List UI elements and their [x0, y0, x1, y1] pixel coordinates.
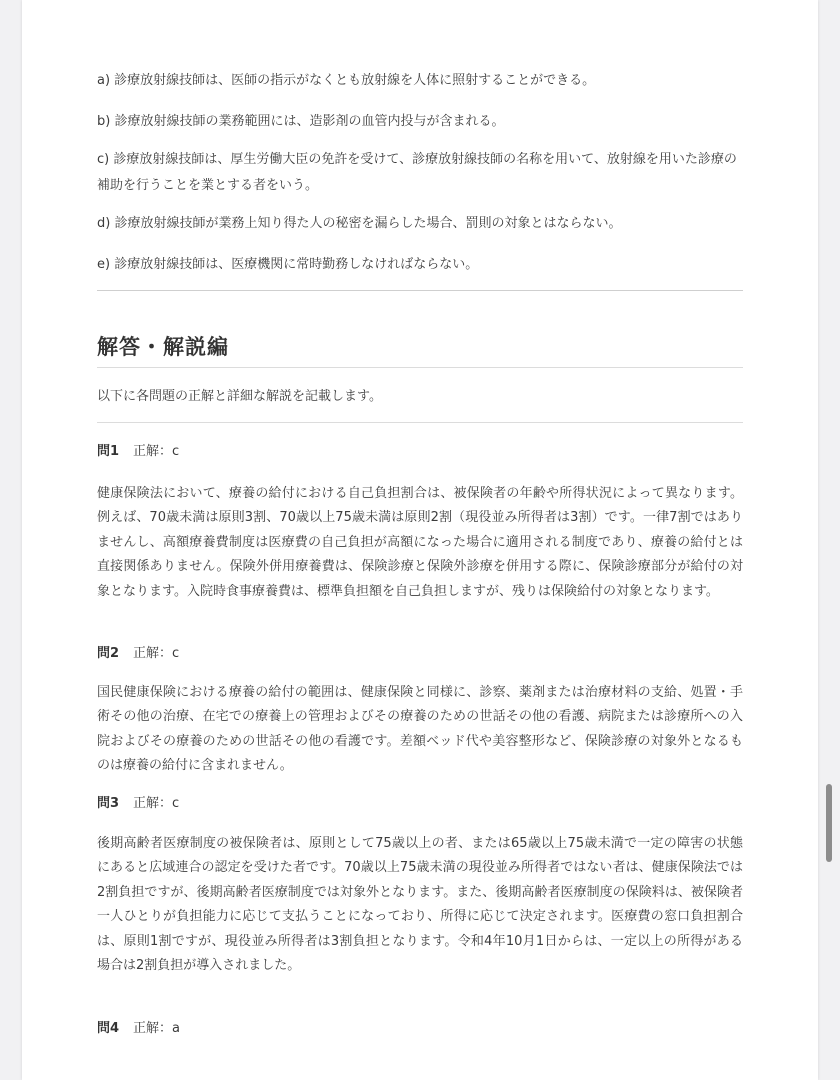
answer-heading-q4 [97, 1018, 180, 1040]
section-intro: 以下に各問題の正解と詳細な解説を記載します。 [97, 389, 382, 404]
question-number: 問3 [97, 796, 120, 811]
choice-e: e) 診療放射線技師は、医療機関に常時勤務しなければならない。 [97, 257, 479, 272]
section-divider [97, 290, 743, 291]
answer-heading-q1 [97, 441, 179, 463]
explanation-q1: 健康保険法において、療養の給付における自己負担割合は、被保険者の年齢や所得状況によって異なります。例えば、70歳未満は原則3割、70歳以上75歳未満は原則2割（現役並み所得者は3割）です。一律7割ではありませんし、高額療養費制度は医療費の自己負担が高額になった場合に適用される制度であり、療養の給付とは直接関係ありません。保険外併用療養費は、保険診療と保険外診療を併用する際に、保険診療部分が給付の対象となります。入院時食事療養費は、標準負担額を自己負担しますが、残りは保険給付の対象となります。 [97, 486, 743, 599]
intro-divider [97, 422, 743, 423]
question-number: 問1 [97, 444, 120, 459]
choice-b: b) 診療放射線技師の業務範囲には、造影剤の血管内投与が含まれる。 [97, 114, 505, 129]
question-number: 問4 [97, 1021, 120, 1036]
correct-answer: 正解：c [133, 796, 180, 811]
document-page [22, 0, 818, 1080]
correct-answer: 正解：a [133, 1021, 181, 1036]
choice-a: a) 診療放射線技師は、医師の指示がなくとも放射線を人体に照射することができる。 [97, 73, 596, 88]
question-number: 問2 [97, 646, 120, 661]
choice-d: d) 診療放射線技師が業務上知り得た人の秘密を漏らした場合、罰則の対象とはならない。 [97, 216, 622, 231]
title-underline [97, 367, 743, 368]
answer-heading-q3 [97, 793, 179, 815]
explanation-q2: 国民健康保険における療養の給付の範囲は、健康保険と同様に、診察、薬剤または治療材料の支給、処置・手術その他の治療、在宅での療養上の管理およびその療養のための世話その他の看護、病院または診療所への入院およびその療養のための世話その他の看護です。差額ベッド代や美容整形など、保険診療の対象外となるものは療養の給付に含まれません。 [97, 685, 743, 774]
scrollbar-thumb[interactable] [826, 784, 832, 862]
choice-c: c) 診療放射線技師は、厚生労働大臣の免許を受けて、診療放射線技師の名称を用いて、放射線を用いた診療の補助を行うことを業とする者をいう。 [97, 152, 737, 193]
answer-heading-q2 [97, 643, 179, 665]
section-title: 解答・解説編 [97, 335, 229, 359]
correct-answer: 正解：c [133, 646, 180, 661]
explanation-q3: 後期高齢者医療制度の被保険者は、原則として75歳以上の者、または65歳以上75歳未満で一定の障害の状態にあると広域連合の認定を受けた者です。70歳以上75歳未満の現役並み所得者ではない者は、健康保険法では2割負担ですが、後期高齢者医療制度では対象外となります。また、後期高齢者医療制度の保険料は、被保険者一人ひとりが負担能力に応じて支払うことになっており、所得に応じて決定されます。医療費の窓口負担割合は、原則1割ですが、現役並み所得者は3割負担となります。令和4年10月1日からは、一定以上の所得がある場合は2割負担が導入されました。 [97, 836, 743, 974]
correct-answer: 正解：c [133, 444, 180, 459]
